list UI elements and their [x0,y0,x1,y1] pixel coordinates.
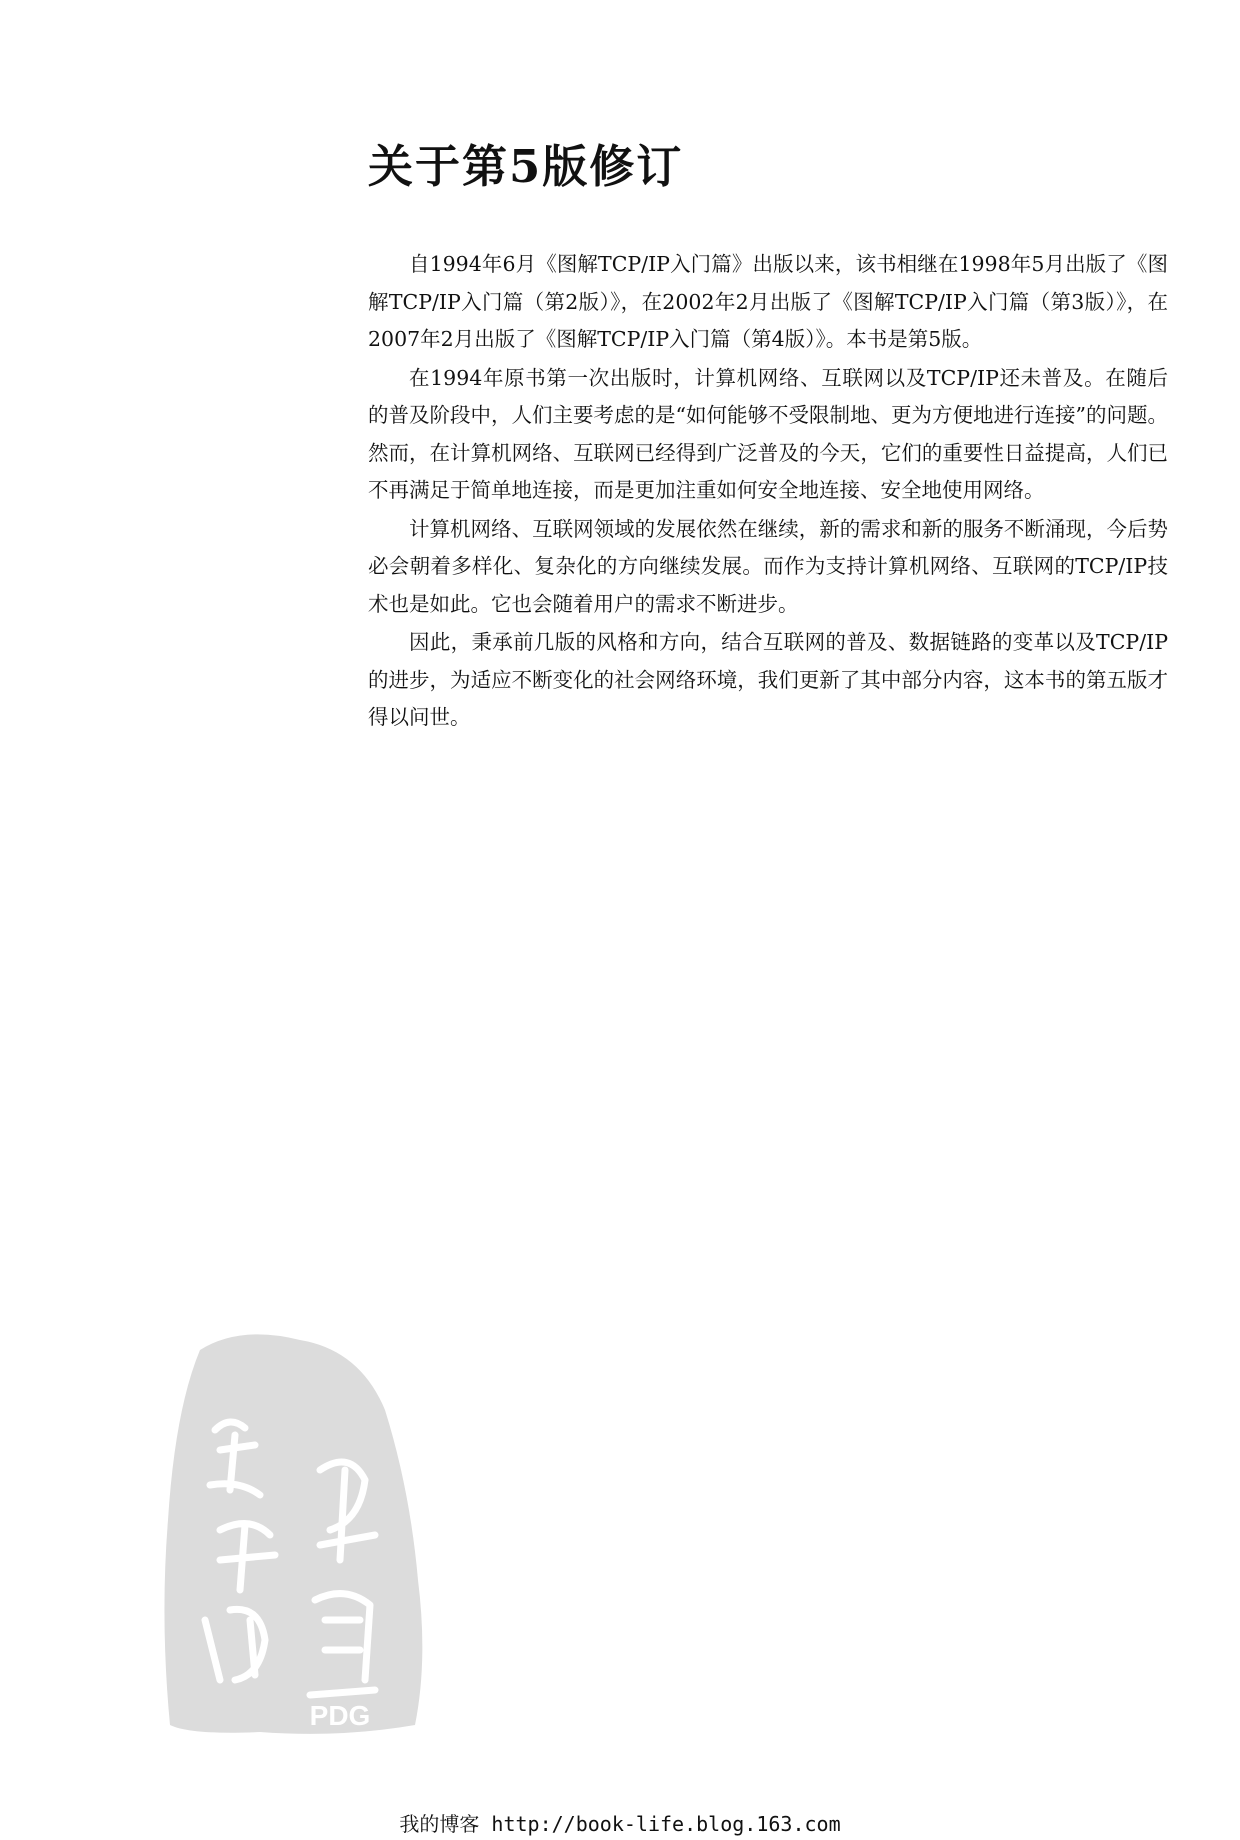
seal-stone-shape [164,1334,422,1734]
body-text [368,246,1168,738]
page-title: 关于第5版修订 [368,140,684,193]
footer-blog-label: 我的博客 [399,1812,480,1836]
paragraph-3: 计算机网络、互联网领域的发展依然在继续，新的需求和新的服务不断涌现，今后势必会朝着多样化、复杂化的方向继续发展。而作为支持计算机网络、互联网的TCP/IP技术也是如此。它也会随着用户的需求不断进步。 [368,516,1168,616]
paragraph-2: 在1994年原书第一次出版时，计算机网络、互联网以及TCP/IP还未普及。在随后的普及阶段中，人们主要考虑的是“如何能够不受限制地、更为方便地进行连接”的问题。然而，在计算机网络、互联网已经得到广泛普及的今天，它们的重要性日益提高，人们已不再满足于简单地连接，而是更加注重如何安全地连接、安全地使用网络。 [368,365,1168,502]
seal-pdg-label: PDG [309,1700,371,1731]
paragraph-4: 因此，秉承前几版的风格和方向，结合互联网的普及、数据链路的变革以及TCP/IP的进步，为适应不断变化的社会网络环境，我们更新了其中部分内容，这本书的第五版才得以问世。 [368,630,1168,729]
pdg-seal-watermark [160,1320,430,1740]
paragraph-1: 自1994年6月《图解TCP/IP入门篇》出版以来，该书相继在1998年5月出版了《图解TCP/IP入门篇（第2版）》，在2002年2月出版了《图解TCP/IP入门篇（第3版）》，在2007年2月出版了《图解TCP/IP入门篇（第4版）》。本书是第5版。 [368,252,1168,351]
footer [0,1808,1240,1837]
footer-blog-link[interactable]: http://book-life.blog.163.com [491,1812,841,1836]
